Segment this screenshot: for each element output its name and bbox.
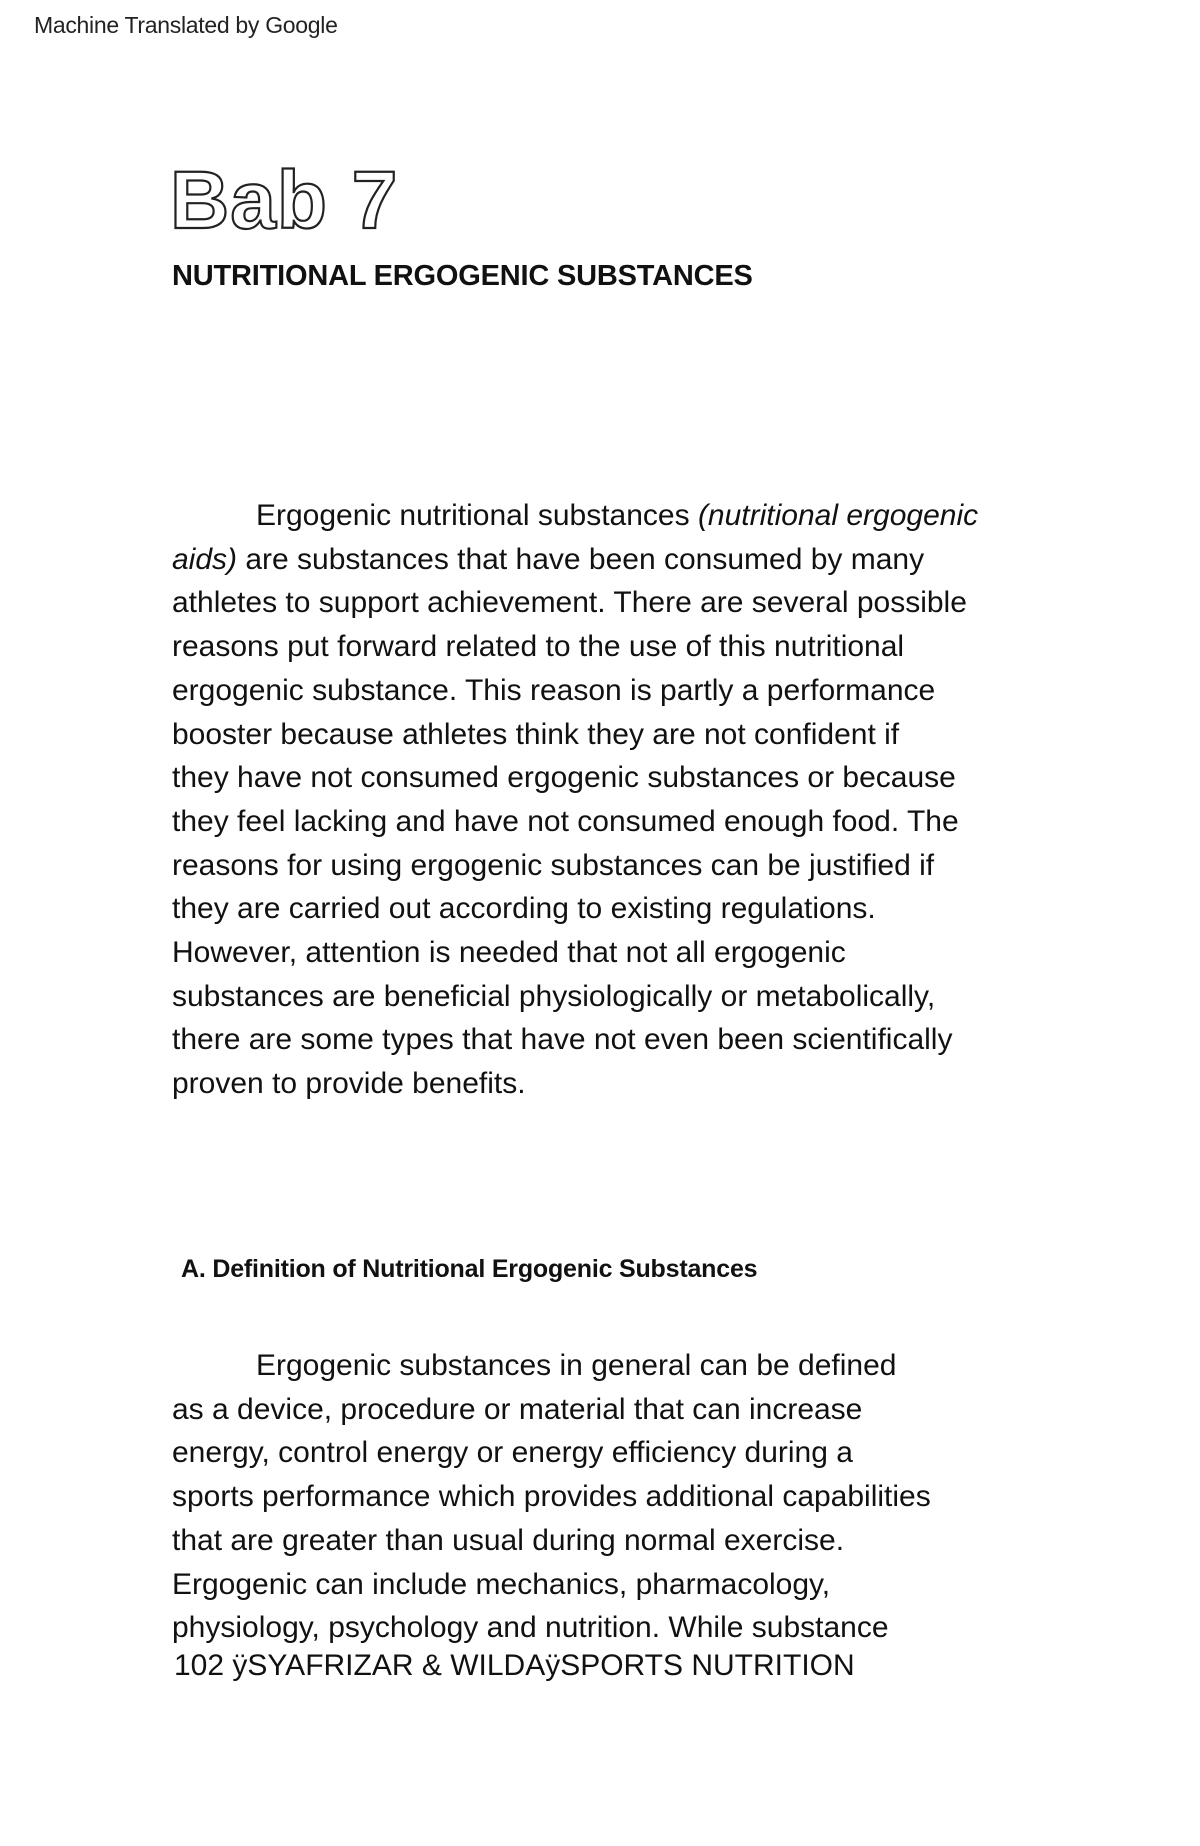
machine-translation-watermark: Machine Translated by Google	[34, 12, 338, 38]
paragraph-line: sports performance which provides additional capabilities	[172, 1480, 931, 1514]
paragraph-line: they are carried out according to existing regulations.	[172, 892, 876, 926]
paragraph-line: booster because athletes think they are not confident if	[172, 717, 900, 751]
intro-paragraph	[172, 494, 1052, 1106]
paragraph-line: that are greater than usual during normal exercise.	[172, 1523, 845, 1557]
paragraph-line: proven to provide benefits.	[172, 1067, 526, 1101]
paragraph-line: Ergogenic can include mechanics, pharmacology,	[172, 1567, 831, 1601]
paragraph-text: are substances that have been consumed by many	[237, 542, 925, 576]
page-footer: 102 ÿSYAFRIZAR & WILDAÿSPORTS NUTRITION	[174, 1649, 855, 1682]
paragraph-line	[172, 538, 1052, 582]
definition-paragraph	[172, 1344, 1052, 1650]
paragraph-line: ergogenic substance. This reason is partly a performance	[172, 673, 936, 707]
paragraph-line: they have not consumed ergogenic substances or because	[172, 761, 956, 795]
paragraph-line	[172, 1344, 1052, 1388]
paragraph-line: physiology, psychology and nutrition. While substance	[172, 1611, 889, 1645]
paragraph-line	[172, 494, 1052, 538]
paragraph-line: there are some types that have not even been scientifically	[172, 1023, 953, 1057]
paragraph-text: Ergogenic substances in general can be defined	[256, 1349, 897, 1382]
chapter-subtitle: NUTRITIONAL ERGOGENIC SUBSTANCES	[172, 260, 753, 292]
paragraph-text: Ergogenic nutritional substances	[256, 499, 698, 532]
paragraph-line: they feel lacking and have not consumed enough food. The	[172, 804, 959, 838]
paragraph-line: as a device, procedure or material that can increase	[172, 1392, 863, 1426]
paragraph-line: athletes to support achievement. There are several possible	[172, 586, 967, 620]
italic-term: aids)	[172, 542, 238, 576]
paragraph-line: reasons put forward related to the use of this nutritional	[172, 630, 905, 664]
paragraph-line: However, attention is needed that not all ergogenic	[172, 936, 846, 970]
section-heading: A. Definition of Nutritional Ergogenic Substances	[181, 1255, 758, 1283]
italic-term: (nutritional ergogenic	[697, 499, 979, 532]
paragraph-line: reasons for using ergogenic substances can be justified if	[172, 848, 935, 882]
paragraph-line: substances are beneficial physiologically or metabolically,	[172, 979, 936, 1013]
chapter-title: Bab 7	[170, 155, 399, 246]
paragraph-line: energy, control energy or energy efficiency during a	[172, 1436, 853, 1470]
